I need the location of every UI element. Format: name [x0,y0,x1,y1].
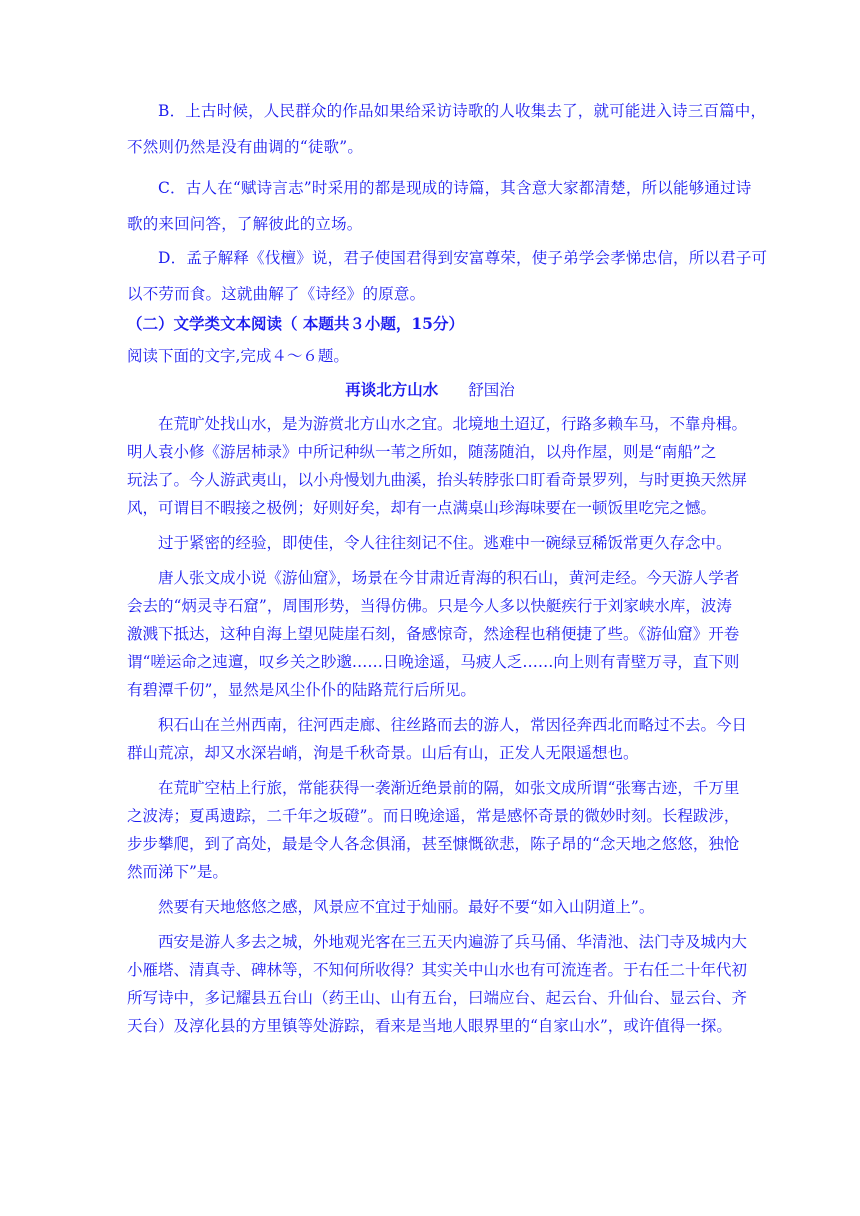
article-paragraph-line: 然要有天地悠悠之感，风景应不宜过于灿丽。最好不要“如入山阴道上”。 [158,898,655,916]
option-b [127,93,767,165]
article-paragraph-line: 天台）及淳化县的方里镇等处游踪，看来是当地人眼界里的“自家山水”，或许值得一探。 [127,1017,732,1035]
article-paragraph-line: 之波涛；夏禹遗踪，二千年之坂磴”。而日晚途遥，常是感怀奇景的微妙时刻。长程跋涉， [127,807,740,825]
article-paragraph-line: 唐人张文成小说《游仙窟》，场景在今甘肃近青海的积石山，黄河走经。今天游人学者 [158,569,740,587]
section-instruction: 阅读下面的文字,完成４～６题。 [127,347,349,365]
option-c-line-1: C．古人在“赋诗言志”时采用的都是现成的诗篇，其含意大家都清楚，所以能够通过诗 [158,179,752,197]
option-c-line-2: 歌的来回问答，了解彼此的立场。 [127,215,363,233]
article-paragraph [127,774,742,886]
article-paragraph-line: 在荒旷空枯上行旅，常能获得一袭渐近绝景前的隔，如张文成所谓“张骞古迹，千万里 [158,779,740,797]
article-paragraph-line: 西安是游人多去之城，外地观光客在三五天内遍游了兵马俑、华清池、法门寺及城内大 [158,933,748,951]
article-paragraph-line: 群山荒凉，却又水深岩峭，洵是千秋奇景。山后有山，正发人无限遥想也。 [127,744,639,762]
article-title-line [0,372,860,408]
article-paragraph-line: 然而涕下”是。 [127,863,228,881]
article-paragraph-line: 有碧潭千仞”，显然是风尘仆仆的陆路荒行后所见。 [127,681,476,699]
article-paragraph-line: 玩法了。今人游武夷山，以小舟慢划九曲溪，抬头转脖张口盯看奇景罗列，与时更换天然屏 [127,471,748,489]
article-paragraph-line: 明人袁小修《游居杮录》中所记种纵一苇之所如，随荡随泊，以舟作屋，则是“南船”之 [127,443,717,461]
article-body [127,410,748,1047]
article-paragraph-line: 积石山在兰州西南，往河西走廊、往丝路而去的游人，常因径奔西北而略过不去。今日 [158,716,748,734]
article-paragraph [127,893,742,921]
option-d-line-1: D．孟子解释《伐檀》说，君子使国君得到安富尊荣，使子弟学会孝悌忠信，所以君子可 [158,249,768,267]
option-c [127,170,752,242]
article-paragraph [127,410,748,522]
article-paragraph-line: 所写诗中，多记耀县五台山（药王山、山有五台，曰端应台、起云台、升仙台、显云台、齐 [127,989,748,1007]
article-paragraph-line: 步步攀爬，到了高处，最是令人各念俱涌，甚至慷慨欲悲，陈子昂的“念天地之悠悠，独怆 [127,835,740,853]
article-paragraph-line: 会去的“炳灵寺石窟”，周围形势，当得仿佛。只是今人多以快艇疾行于刘家峡水库，波涛 [127,597,732,615]
article-paragraph [127,928,748,1040]
article-paragraph [127,529,742,557]
option-b-line-2: 不然则仍然是没有曲调的“徒歌”。 [127,138,364,156]
article-author: 舒国治 [468,381,515,399]
article-paragraph-line: 风，可谓目不暇接之极例；好则好矣，却有一点满桌山珍海味要在一顿饭里吃完之憾。 [127,499,717,517]
article-paragraph [127,711,748,767]
article-paragraph-line: 在荒旷处找山水，是为游赏北方山水之宜。北境地土迢辽，行路多赖车马，不靠舟楫。 [158,415,748,433]
article-paragraph [127,564,742,704]
section-heading: （二）文学类文本阅读（ 本题共３小题，15分） [127,314,464,333]
option-d-line-2: 以不劳而食。这就曲解了《诗经》的原意。 [127,285,426,303]
article-paragraph-line: 过于紧密的经验，即使佳，令人往往刻记不住。逃难中一碗绿豆稀饭常更久存念中。 [158,534,732,552]
article-title: 再谈北方山水 [345,380,439,399]
option-b-line-1: B．上古时候，人民群众的作品如果给采访诗歌的人收集去了，就可能进入诗三百篇中， [158,102,767,120]
option-d [127,240,768,312]
article-paragraph-line: 谓“嗟运命之迍邅，叹乡关之眇邈……日晚途遥，马疲人乏……向上则有青壁万寻，直下则 [127,653,740,671]
article-paragraph-line: 小雁塔、清真寺、碑林等，不知何所收得？其实关中山水也有可流连者。于右任二十年代初 [127,961,748,979]
article-paragraph-line: 激溅下抵达，这种自海上望见陡崖石刻，备感惊奇，然途程也稍便捷了些。《游仙窟》开卷 [127,625,740,643]
